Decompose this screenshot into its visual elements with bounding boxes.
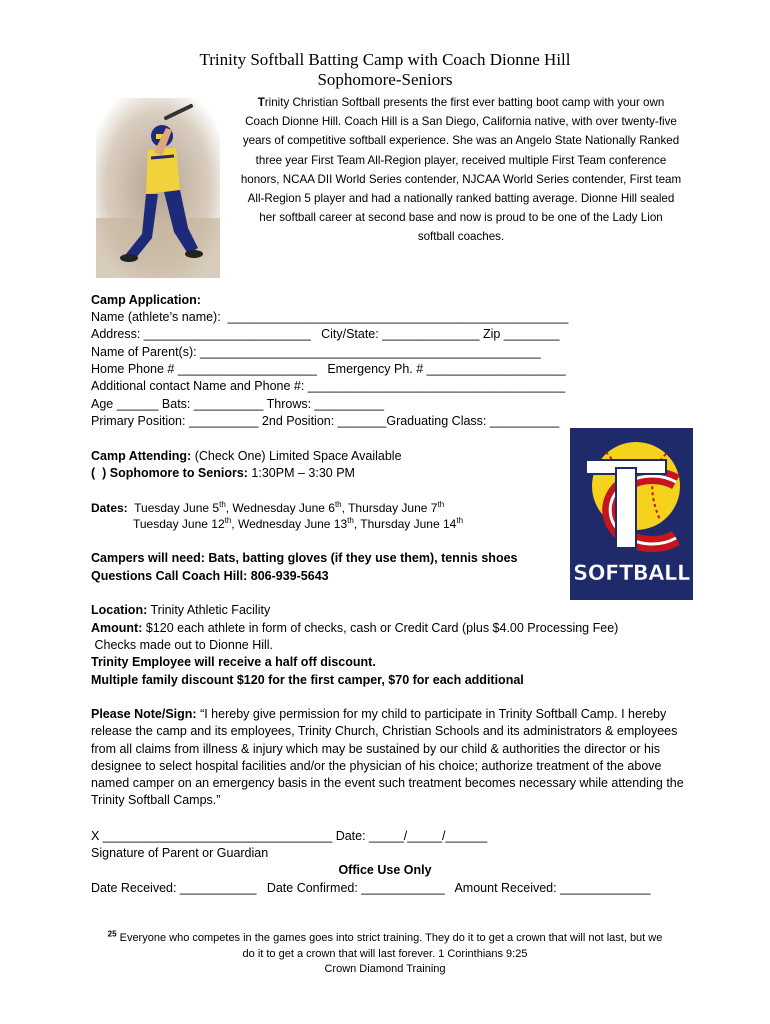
softball-logo	[570, 428, 693, 600]
amount-label: Amount:	[91, 621, 143, 635]
note-label: Please Note/Sign:	[91, 707, 197, 721]
logo-text: SOFTBALL	[573, 561, 690, 585]
location-value: Trinity Athletic Facility	[147, 603, 271, 617]
questions-contact: Questions Call Coach Hill: 806-939-5643	[91, 569, 329, 583]
location	[91, 602, 270, 619]
amount-value: $120 each athlete in form of checks, cash or Credit Card (plus $4.00 Processing Fee)	[142, 621, 619, 635]
verse-number: 25	[107, 929, 117, 939]
parents-field: Name of Parent(s): _________________________________________________	[91, 345, 541, 359]
family-discount: Multiple family discount $120 for the first camper, $70 for each additional	[91, 673, 524, 687]
employee-discount: Trinity Employee will receive a half off discount.	[91, 655, 376, 669]
note-text: “I hereby give permission for my child to participate in Trinity Softball Camp. I hereby release the camp and its employees, Trinity Church, Christian Schools and its administrators & employees from all claims from illness & injury which may be sustained by our child & authorities the director or his designee to select hospital facilities and/or the physician of his choice; authorize treatment of the above named camper on an emergency basis in the event such treatment becomes necessary while attending the Trinity Softball Camps.”	[91, 707, 684, 808]
dates-line-1: Dates: Tuesday June 5th, Wednesday June 6th, Thursday June 7th	[91, 500, 445, 515]
positions-field: Primary Position: __________ 2nd Position: _______Graduating Class: __________	[91, 414, 560, 428]
dates-line-2: Tuesday June 12th, Wednesday June 13th, Thursday June 14th	[133, 516, 464, 531]
signature-caption: Signature of Parent or Guardian	[91, 846, 269, 860]
office-use-fields: Date Received: ___________ Date Confirmed: ____________ Amount Received: _____________	[91, 881, 651, 895]
player-photo	[96, 98, 220, 278]
footer-verse-line-2: do it to get a crown that will last forever. 1 Corinthians 9:25	[242, 948, 528, 960]
athlete-name-field: Name (athlete’s name): _________________________________________________	[91, 310, 569, 324]
release-paragraph	[91, 706, 691, 810]
camp-option-time: 1:30PM – 3:30 PM	[247, 466, 355, 480]
intro-text: rinity Christian Softball presents the first ever batting boot camp with your own Coach Dionne Hill. Coach Hill is a San Diego, California native, with over twenty-five years of competitive softball experience. She was an Angelo State Nationally Ranked three year First Team All-Region player, received multiple First Team conference honors, NCAA DII World Series contender, NJCAA World Series contender, First team All-Region 5 player and had a nationally ranked batting average. Dionne Hill sealed her softball career at second base and now is proud to be one of the Lady Lion softball coaches.	[240, 96, 682, 244]
camp-attending	[91, 448, 402, 465]
page-title: Trinity Softball Batting Camp with Coach Dionne Hill	[199, 50, 571, 69]
intro-drop-letter: T	[257, 96, 265, 109]
address-field: Address: ________________________ City/State: ______________ Zip ________	[91, 327, 560, 341]
camp-option	[91, 465, 355, 482]
signature-line: X _________________________________ Date: _____/_____/______	[91, 829, 488, 843]
page-subtitle: Sophomore-Seniors	[317, 70, 453, 89]
footer-verse-line-1: $^{25}$ Everyone who competes in the games goes into strict training. They do it to get a crown that will not last, but we	[107, 929, 663, 944]
amount	[91, 620, 618, 637]
dates-label: Dates:	[91, 501, 128, 515]
camp-attending-text: (Check One) Limited Space Available	[191, 449, 402, 463]
location-label: Location:	[91, 603, 148, 617]
phones-field: Home Phone # ____________________ Emergency Ph. # ____________________	[91, 362, 566, 376]
office-use-heading: Office Use Only	[338, 863, 432, 877]
intro-paragraph	[240, 93, 682, 247]
checks-note: Checks made out to Dionne Hill.	[91, 638, 274, 652]
footer-brand: Crown Diamond Training	[324, 963, 446, 975]
campers-need: Campers will need: Bats, batting gloves (if they use them), tennis shoes	[91, 551, 518, 565]
age-bats-throws-field: Age ______ Bats: __________ Throws: __________	[91, 397, 385, 411]
additional-contact-field: Additional contact Name and Phone #: _____________________________________	[91, 379, 566, 393]
application-heading: Camp Application:	[91, 293, 201, 307]
camp-attending-label: Camp Attending:	[91, 449, 192, 463]
camp-option-label: ( ) Sophomore to Seniors:	[91, 466, 248, 480]
